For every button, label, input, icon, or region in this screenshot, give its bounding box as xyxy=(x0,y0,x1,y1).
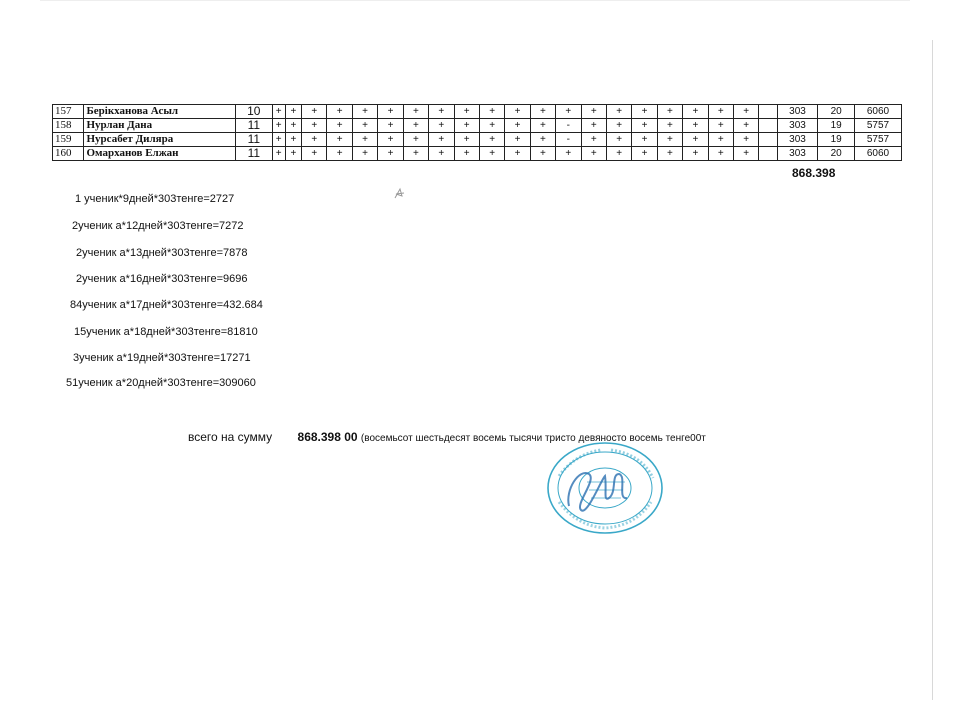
row-total: 6060 xyxy=(854,147,901,161)
attendance-mark: + xyxy=(378,147,403,161)
attendance-mark: + xyxy=(302,147,327,161)
official-stamp-seal xyxy=(545,440,665,536)
attendance-mark: + xyxy=(285,119,301,133)
attendance-mark: + xyxy=(454,119,479,133)
calculation-line: 15ученик а*18дней*303тенге=81810 xyxy=(74,326,258,338)
attendance-mark: + xyxy=(632,105,657,119)
empty-cell xyxy=(759,147,777,161)
attendance-mark: + xyxy=(285,133,301,147)
empty-cell xyxy=(759,105,777,119)
attendance-mark: + xyxy=(429,119,454,133)
attendance-mark: + xyxy=(479,119,504,133)
summary-label: всего на сумму xyxy=(188,430,273,444)
class-grade: 11 xyxy=(236,119,273,133)
attendance-mark: + xyxy=(606,133,631,147)
row-total: 5757 xyxy=(854,119,901,133)
attendance-mark: + xyxy=(403,147,428,161)
daily-rate: 303 xyxy=(777,119,818,133)
attendance-mark: + xyxy=(708,147,733,161)
attendance-mark: + xyxy=(479,133,504,147)
scan-top-edge xyxy=(40,0,910,1)
attendance-mark: + xyxy=(378,105,403,119)
class-grade: 11 xyxy=(236,133,273,147)
attendance-mark: + xyxy=(530,147,555,161)
row-number: 157 xyxy=(53,105,84,119)
attendance-mark: + xyxy=(708,105,733,119)
attendance-mark: + xyxy=(302,105,327,119)
student-name: Нурсабет Диляра xyxy=(83,133,236,147)
attendance-mark: + xyxy=(327,105,352,119)
attendance-mark: + xyxy=(556,147,581,161)
attendance-mark: + xyxy=(429,133,454,147)
attendance-mark: + xyxy=(272,133,285,147)
attendance-mark: + xyxy=(657,133,682,147)
attendance-mark: + xyxy=(403,105,428,119)
daily-rate: 303 xyxy=(777,147,818,161)
attendance-mark: + xyxy=(403,133,428,147)
attendance-mark: + xyxy=(272,147,285,161)
student-name: Берікханова Асыл xyxy=(83,105,236,119)
attendance-mark: + xyxy=(327,133,352,147)
attendance-mark: + xyxy=(606,119,631,133)
table-row xyxy=(53,147,902,161)
attendance-mark: + xyxy=(454,147,479,161)
attendance-mark: + xyxy=(530,133,555,147)
scan-right-edge xyxy=(932,40,933,700)
attendance-mark: + xyxy=(505,133,530,147)
attendance-mark: + xyxy=(352,133,377,147)
attendance-mark: + xyxy=(581,133,606,147)
daily-rate: 303 xyxy=(777,105,818,119)
attendance-mark: + xyxy=(454,105,479,119)
student-name: Нурлан Дана xyxy=(83,119,236,133)
daily-rate: 303 xyxy=(777,133,818,147)
attendance-mark: + xyxy=(733,133,758,147)
attendance-mark: + xyxy=(581,105,606,119)
attendance-mark: + xyxy=(606,147,631,161)
attendance-mark: + xyxy=(683,147,708,161)
attendance-mark: + xyxy=(657,105,682,119)
attendance-mark: + xyxy=(581,147,606,161)
attendance-mark: + xyxy=(429,105,454,119)
row-number: 159 xyxy=(53,133,84,147)
attendance-mark: + xyxy=(530,105,555,119)
attendance-mark: + xyxy=(530,119,555,133)
attendance-mark: + xyxy=(657,147,682,161)
attendance-mark: + xyxy=(683,105,708,119)
attendance-mark: + xyxy=(708,119,733,133)
days-attended: 20 xyxy=(818,105,855,119)
calculation-line: 2ученик а*13дней*303тенге=7878 xyxy=(76,247,248,259)
attendance-mark: + xyxy=(479,105,504,119)
attendance-mark: + xyxy=(454,133,479,147)
attendance-mark: + xyxy=(708,133,733,147)
attendance-mark: + xyxy=(505,119,530,133)
attendance-mark: + xyxy=(733,147,758,161)
attendance-mark: + xyxy=(733,119,758,133)
grand-total: 868.398 xyxy=(792,166,836,180)
row-number: 158 xyxy=(53,119,84,133)
attendance-table-body xyxy=(53,105,902,161)
attendance-mark: + xyxy=(302,133,327,147)
days-attended: 19 xyxy=(818,133,855,147)
attendance-mark: - xyxy=(556,133,581,147)
class-grade: 11 xyxy=(236,147,273,161)
attendance-mark: + xyxy=(327,119,352,133)
table-row xyxy=(53,119,902,133)
attendance-mark: + xyxy=(606,105,631,119)
attendance-mark: + xyxy=(632,147,657,161)
attendance-mark: + xyxy=(505,147,530,161)
attendance-mark: + xyxy=(632,133,657,147)
attendance-mark: + xyxy=(285,105,301,119)
attendance-mark: - xyxy=(556,119,581,133)
calculation-line: 2ученик а*12дней*303тенге=7272 xyxy=(72,220,244,232)
calculation-line: 2ученик а*16дней*303тенге=9696 xyxy=(76,273,248,285)
pen-scribble-mark xyxy=(392,186,406,202)
attendance-mark: + xyxy=(581,119,606,133)
calculation-line: 51ученик а*20дней*303тенге=309060 xyxy=(66,377,256,389)
summary-value: 868.398 00 xyxy=(297,430,358,444)
attendance-mark: + xyxy=(657,119,682,133)
calculation-line: 1 ученик*9дней*303тенге=2727 xyxy=(75,193,235,205)
calculation-line: 84ученик а*17дней*303тенге=432.684 xyxy=(70,299,263,311)
attendance-mark: + xyxy=(733,105,758,119)
student-name: Омарханов Елжан xyxy=(83,147,236,161)
attendance-mark: + xyxy=(683,119,708,133)
attendance-mark: + xyxy=(378,119,403,133)
days-attended: 19 xyxy=(818,119,855,133)
attendance-mark: + xyxy=(505,105,530,119)
calculation-line: 3ученик а*19дней*303тенге=17271 xyxy=(73,352,251,364)
empty-cell xyxy=(759,119,777,133)
attendance-mark: + xyxy=(272,105,285,119)
attendance-mark: + xyxy=(632,119,657,133)
summary-words: (восемьсот шестьдесят восемь тысячи тристо девяносто восемь тенге00т xyxy=(360,433,706,444)
attendance-table xyxy=(52,104,902,161)
attendance-mark: + xyxy=(556,105,581,119)
row-total: 5757 xyxy=(854,133,901,147)
attendance-mark: + xyxy=(302,119,327,133)
attendance-mark: + xyxy=(285,147,301,161)
attendance-mark: + xyxy=(683,133,708,147)
row-total: 6060 xyxy=(854,105,901,119)
row-number: 160 xyxy=(53,147,84,161)
empty-cell xyxy=(759,133,777,147)
days-attended: 20 xyxy=(818,147,855,161)
attendance-mark: + xyxy=(272,119,285,133)
attendance-mark: + xyxy=(327,147,352,161)
table-row xyxy=(53,133,902,147)
class-grade: 10 xyxy=(236,105,273,119)
attendance-mark: + xyxy=(352,147,377,161)
attendance-mark: + xyxy=(429,147,454,161)
attendance-mark: + xyxy=(403,119,428,133)
attendance-mark: + xyxy=(352,119,377,133)
attendance-mark: + xyxy=(378,133,403,147)
attendance-mark: + xyxy=(479,147,504,161)
table-row xyxy=(53,105,902,119)
attendance-mark: + xyxy=(352,105,377,119)
